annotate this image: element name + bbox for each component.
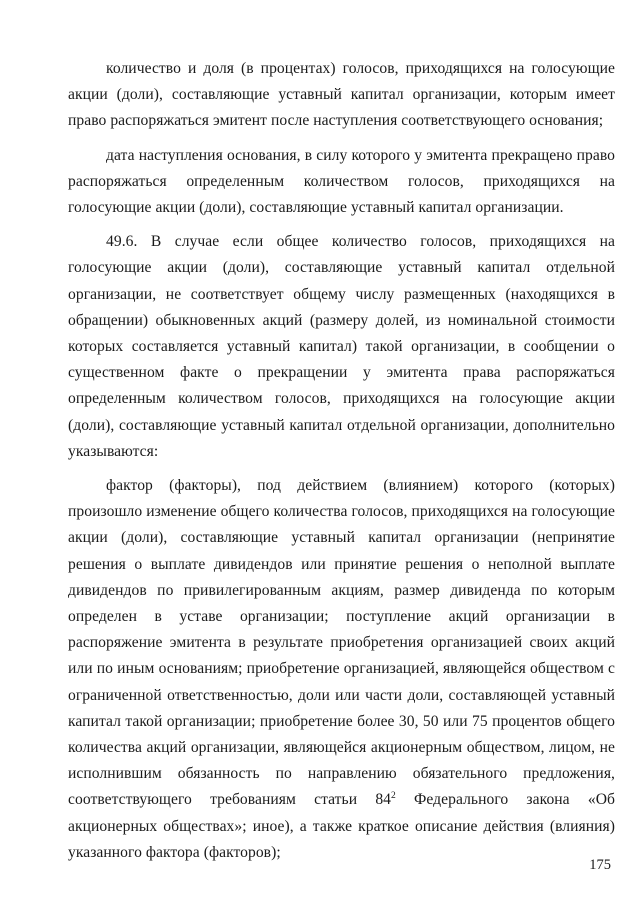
paragraph-vote-share: количество и доля (в процентах) голосов, приходящихся на голосующие акции (доли), составляющие уставный капитал организации, которым имеет право распоряжаться эмитент после наступления соответствующего основания; xyxy=(68,60,615,130)
paragraph-factors-text-end: Федерального закона «Об акционерных обществах»; иное), а также краткое описание действия (влияния) указанного фактора (факторов); xyxy=(68,791,616,861)
paragraph-factors-text: фактор (факторы), под действием (влиянием) которого (которых) произошло изменение общего количества голосов, приходящихся на голосующие акции (доли), составляющие уставный капитал организации (непринятие решения о выплате дивидендов или принятие решения о неполной выплате дивидендов по привилегированным акциям, размер дивиденда по которым определен в уставе организации; поступление акций организации в распоряжение эмитента в результате приобретения организацией своих акций или по иным основаниям; приобретение организацией, являющейся обществом с ограниченной ответственностью, доли или части доли, составляющей уставный капитал такой организации; приобретение более 30, 50 или 75 процентов общего количества акций организации, являющейся акционерным обществом, лицом, не исполнившим обязанность по направлению обязательного предложения, соответствующего требованиям статьи 84 xyxy=(68,477,615,809)
document-body xyxy=(68,56,615,874)
paragraph-termination-date: дата наступления основания, в силу которого у эмитента прекращено право распоряжаться определенным количеством голосов, приходящихся на голосующие акции (доли), составляющие уставный капитал организации. xyxy=(68,146,615,217)
page-number: 175 xyxy=(589,857,611,873)
article-superscript: 2 xyxy=(391,791,396,802)
paragraph-factors xyxy=(68,473,615,866)
paragraph-section-49-6: 49.6. В случае если общее количество голосов, приходящихся на голосующие акции (доли), составляющие уставный капитал отдельной организации, не соответствует общему числу размещенных (находящихся в обращении) обыкновенных акций (размеру долей, из номинальной стоимости которых составляется уставный капитал) такой организации, в сообщении о существенном факте о прекращении у эмитента права распоряжаться определенным количеством голосов, приходящихся на голосующие акции (доли), составляющие уставный капитал отдельной организации, дополнительно указываются: xyxy=(68,233,615,460)
